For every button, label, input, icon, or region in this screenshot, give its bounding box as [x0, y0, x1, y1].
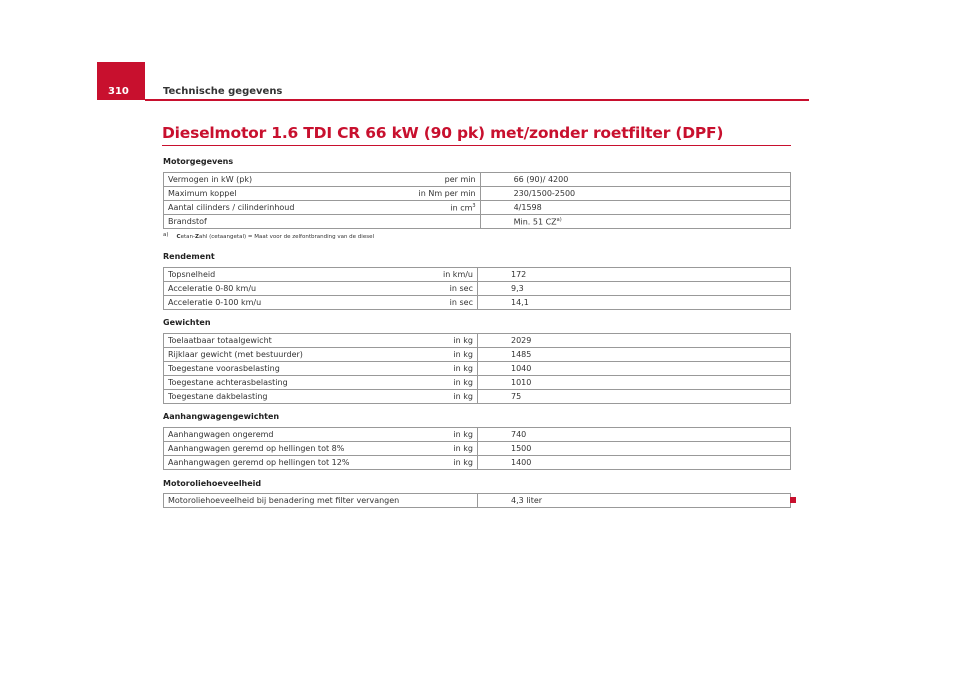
row-label: Toegestane dakbelasting	[164, 390, 415, 404]
table-gewichten	[163, 333, 791, 404]
row-unit	[415, 376, 478, 390]
row-value-text: 75	[511, 392, 522, 401]
row-value	[478, 348, 791, 362]
footnote	[163, 234, 374, 240]
row-unit	[415, 390, 478, 404]
row-value	[478, 456, 791, 470]
table-rendement	[163, 267, 791, 310]
footnote-mark: a)	[163, 232, 169, 238]
row-value	[478, 376, 791, 390]
row-unit	[415, 428, 478, 442]
section-heading-gewichten: Gewichten	[163, 318, 211, 327]
footnote-z-rest: ahl (cetaangetal) = Maat voor de zelfontbranding van de diesel	[198, 234, 374, 240]
row-label: Aanhangwagen ongeremd	[168, 430, 274, 439]
table-row	[164, 215, 791, 229]
row-value-text: 1010	[511, 378, 532, 387]
row-label: Aanhangwagen geremd op hellingen tot 12%	[164, 456, 415, 470]
row-value-text: Min. 51 CZ	[513, 217, 557, 227]
row-value-text: 9,3	[511, 284, 524, 293]
row-value	[480, 173, 790, 187]
row-unit	[415, 296, 478, 310]
table-row	[164, 376, 791, 390]
row-unit-text: in km/u	[442, 270, 473, 279]
row-value	[478, 282, 791, 296]
row-label: Topsnelheid	[168, 270, 216, 279]
row-value-text: 1485	[511, 350, 532, 359]
table-motor	[163, 172, 791, 229]
row-unit-text: in kg	[453, 336, 473, 345]
row-value	[478, 494, 791, 508]
row-value-text: 740	[511, 430, 527, 439]
row-unit	[415, 268, 478, 282]
table-row	[164, 456, 791, 470]
table-row	[164, 348, 791, 362]
row-unit	[415, 173, 481, 187]
row-value-text: 14,1	[511, 298, 529, 307]
table-row	[164, 187, 791, 201]
row-label: Rijklaar gewicht (met bestuurder)	[164, 348, 415, 362]
row-unit	[415, 334, 478, 348]
row-unit	[415, 215, 481, 229]
row-unit	[415, 282, 478, 296]
row-label: Toelaatbaar totaalgewicht	[168, 336, 272, 345]
row-value-text: 1400	[511, 458, 532, 467]
row-label: Motoroliehoeveelheid bij benadering met filter vervangen	[168, 496, 400, 505]
row-value-text: 1040	[511, 364, 532, 373]
row-value	[478, 442, 791, 456]
page-number: 310	[108, 86, 129, 97]
section-heading-rendement: Rendement	[163, 252, 215, 261]
end-of-section-marker	[790, 497, 796, 503]
footnote-c-rest: etan-	[180, 234, 195, 240]
row-unit	[415, 187, 481, 201]
row-unit	[415, 362, 478, 376]
row-label: Toegestane achterasbelasting	[164, 376, 415, 390]
row-label: Acceleratie 0-100 km/u	[164, 296, 415, 310]
row-label: Maximum koppel	[164, 187, 415, 201]
row-unit-text: per min	[444, 175, 476, 184]
row-unit	[415, 494, 478, 508]
row-value-text: 66 (90)/ 4200	[513, 175, 569, 184]
row-unit	[415, 348, 478, 362]
table-row	[164, 334, 791, 348]
row-label: Aantal cilinders / cilinderinhoud	[164, 201, 415, 215]
row-value	[480, 215, 790, 229]
table-olie	[163, 493, 791, 508]
section-heading-aanhang: Aanhangwagengewichten	[163, 412, 280, 421]
table-row	[164, 296, 791, 310]
row-label: Vermogen in kW (pk)	[168, 175, 253, 184]
row-unit	[415, 201, 481, 215]
row-value	[478, 428, 791, 442]
row-value-text: 230/1500-2500	[513, 189, 576, 198]
table-aanhang	[163, 427, 791, 470]
row-unit-text: in Nm per min	[418, 189, 476, 198]
row-unit-text: in kg	[453, 444, 473, 453]
row-value-text: 1500	[511, 444, 532, 453]
row-unit-text: in kg	[453, 392, 473, 401]
row-unit-text: in kg	[453, 458, 473, 467]
row-value-text: 172	[511, 270, 527, 279]
table-row	[164, 201, 791, 215]
row-unit-text: in sec	[449, 284, 473, 293]
row-unit-text: in sec	[449, 298, 473, 307]
row-unit-text: in kg	[453, 430, 473, 439]
table-row	[164, 362, 791, 376]
row-value	[478, 390, 791, 404]
row-unit-text: in cm	[450, 203, 473, 213]
row-label: Acceleratie 0-80 km/u	[164, 282, 415, 296]
row-value	[478, 268, 791, 282]
table-row	[164, 428, 791, 442]
footnote-c-letter: C	[176, 234, 181, 240]
title-rule	[162, 145, 791, 146]
footnote-z-letter: Z	[194, 234, 199, 240]
row-unit-text: in kg	[453, 364, 473, 373]
page-title: Dieselmotor 1.6 TDI CR 66 kW (90 pk) met/zonder roetfilter (DPF)	[162, 124, 724, 142]
section-heading-motor: Motorgegevens	[163, 157, 234, 166]
table-row	[164, 282, 791, 296]
row-value	[480, 187, 790, 201]
row-value-superscript: a)	[556, 216, 562, 223]
section-heading-olie: Motoroliehoeveelheid	[163, 479, 262, 488]
table-row	[164, 173, 791, 187]
row-label: Aanhangwagen geremd op hellingen tot 8%	[164, 442, 415, 456]
running-title: Technische gegevens	[163, 86, 283, 97]
table-row	[164, 442, 791, 456]
header-rule	[145, 99, 809, 101]
row-label: Toegestane voorasbelasting	[164, 362, 415, 376]
row-unit-text: in kg	[453, 350, 473, 359]
row-unit-superscript: 3	[472, 202, 476, 209]
row-unit	[415, 456, 478, 470]
row-value	[480, 201, 790, 215]
row-value	[478, 362, 791, 376]
row-value-text: 2029	[511, 336, 532, 345]
row-label: Brandstof	[164, 215, 415, 229]
table-row	[164, 390, 791, 404]
row-value-text: 4,3 liter	[511, 496, 543, 505]
row-value	[478, 334, 791, 348]
table-row	[164, 494, 791, 508]
row-value-text: 4/1598	[513, 203, 542, 212]
row-value	[478, 296, 791, 310]
row-unit	[415, 442, 478, 456]
row-unit-text: in kg	[453, 378, 473, 387]
table-row	[164, 268, 791, 282]
